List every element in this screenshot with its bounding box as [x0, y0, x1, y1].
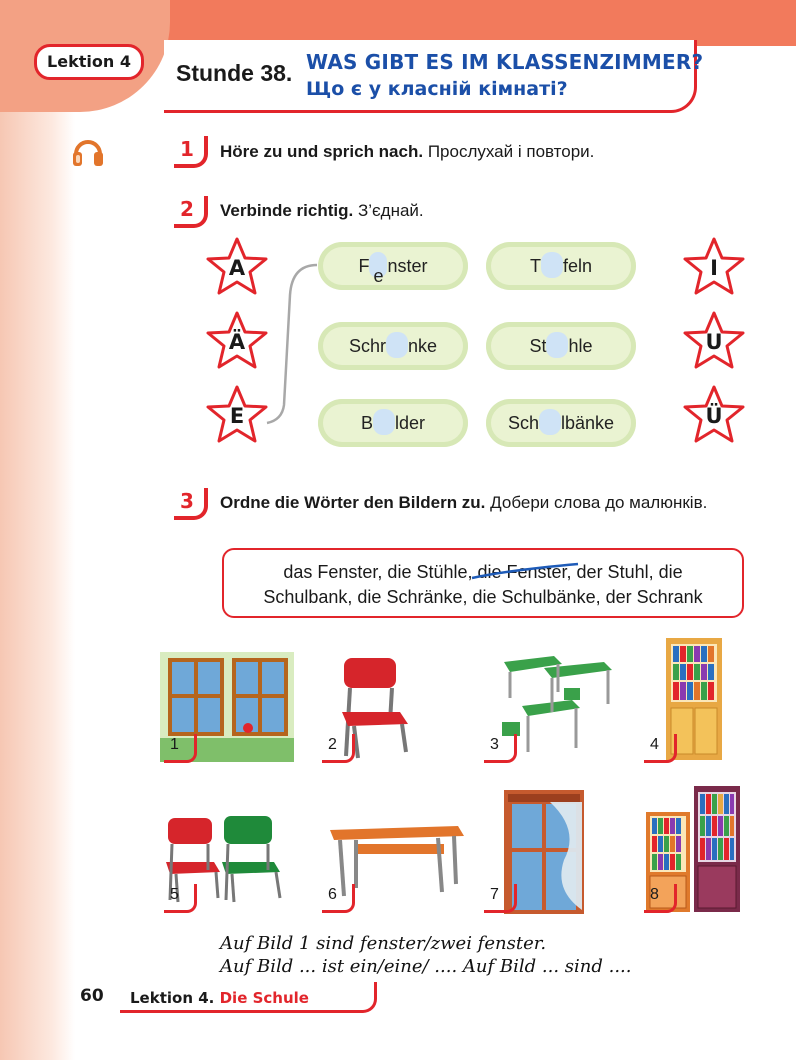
blank-slot[interactable]	[541, 252, 563, 278]
page-title-de: WAS GIBT ES IM KLASSENZIMMER?	[306, 50, 704, 74]
star-letter-i[interactable]: I	[680, 236, 748, 298]
star-letter-ae[interactable]: Ä	[203, 310, 271, 372]
blank-slot[interactable]	[546, 332, 568, 358]
star-letter-ue[interactable]: Ü	[680, 384, 748, 446]
blank-slot[interactable]	[386, 332, 408, 358]
page-number: 60	[80, 986, 104, 1006]
star-letter-u[interactable]: U	[680, 310, 748, 372]
picture-number-5: 5	[164, 884, 194, 910]
star-letter-a[interactable]: A	[203, 236, 271, 298]
blank-slot[interactable]	[539, 409, 561, 435]
word-pill-schulbaenke[interactable]: Sch lbänke	[486, 399, 636, 447]
task-2-instruction: Verbinde richtig. З’єднай.	[220, 201, 424, 220]
picture-number-3: 3	[484, 734, 514, 760]
picture-two-chairs	[162, 814, 296, 934]
connector-line	[262, 255, 322, 430]
word-pill-fenster[interactable]: Fenster	[318, 242, 468, 290]
handwritten-line-2: Auf Bild ... ist ein/eine/ .... Auf Bild ... sind ....	[220, 956, 632, 977]
stunde-label: Stunde 38.	[176, 60, 293, 86]
task-number-2: 2	[174, 196, 208, 226]
picture-number-7: 7	[484, 884, 514, 910]
page-title-uk: Що є у класній кімнаті?	[306, 78, 568, 100]
side-gradient	[0, 0, 75, 1060]
word-pill-bilder[interactable]: B lder	[318, 399, 468, 447]
picture-bookcase	[666, 638, 796, 758]
word-box	[222, 548, 744, 618]
word-box-line-2: Schulbank, die Schränke, die Schulbänke, der Schrank	[263, 587, 703, 607]
picture-number-4: 4	[644, 734, 674, 760]
blank-slot[interactable]	[373, 409, 395, 435]
task-3-instruction: Ordne die Wörter den Bildern zu. Добери слова до малюнків.	[220, 493, 708, 512]
strikethrough-mark	[470, 562, 582, 582]
picture-number-1: 1	[164, 734, 194, 760]
lektion-badge: Lektion 4	[34, 44, 144, 80]
task-1-instruction: Höre zu und sprich nach. Прослухай і повтори.	[220, 142, 595, 161]
picture-number-6: 6	[322, 884, 352, 910]
picture-window-curtain	[504, 790, 638, 910]
star-letter-e[interactable]: E	[203, 384, 271, 446]
picture-number-2: 2	[322, 734, 352, 760]
filled-letter: e	[369, 252, 387, 278]
picture-number-8: 8	[644, 884, 674, 910]
picture-school-bench	[326, 822, 460, 942]
handwritten-line-1: Auf Bild 1 sind fenster/zwei fenster.	[220, 933, 547, 954]
word-pill-stuehle[interactable]: St hle	[486, 322, 636, 370]
word-pill-schraenke[interactable]: Schr nke	[318, 322, 468, 370]
word-box-line-1: das Fenster, die Stühle, die Fenster, der Stuhl, die	[283, 562, 683, 582]
word-pill-tafeln[interactable]: T feln	[486, 242, 636, 290]
headphones-icon[interactable]	[70, 134, 106, 168]
footer-label: Lektion 4. Die Schule	[130, 989, 309, 1007]
task-number-1: 1	[174, 136, 208, 166]
task-number-3: 3	[174, 488, 208, 518]
